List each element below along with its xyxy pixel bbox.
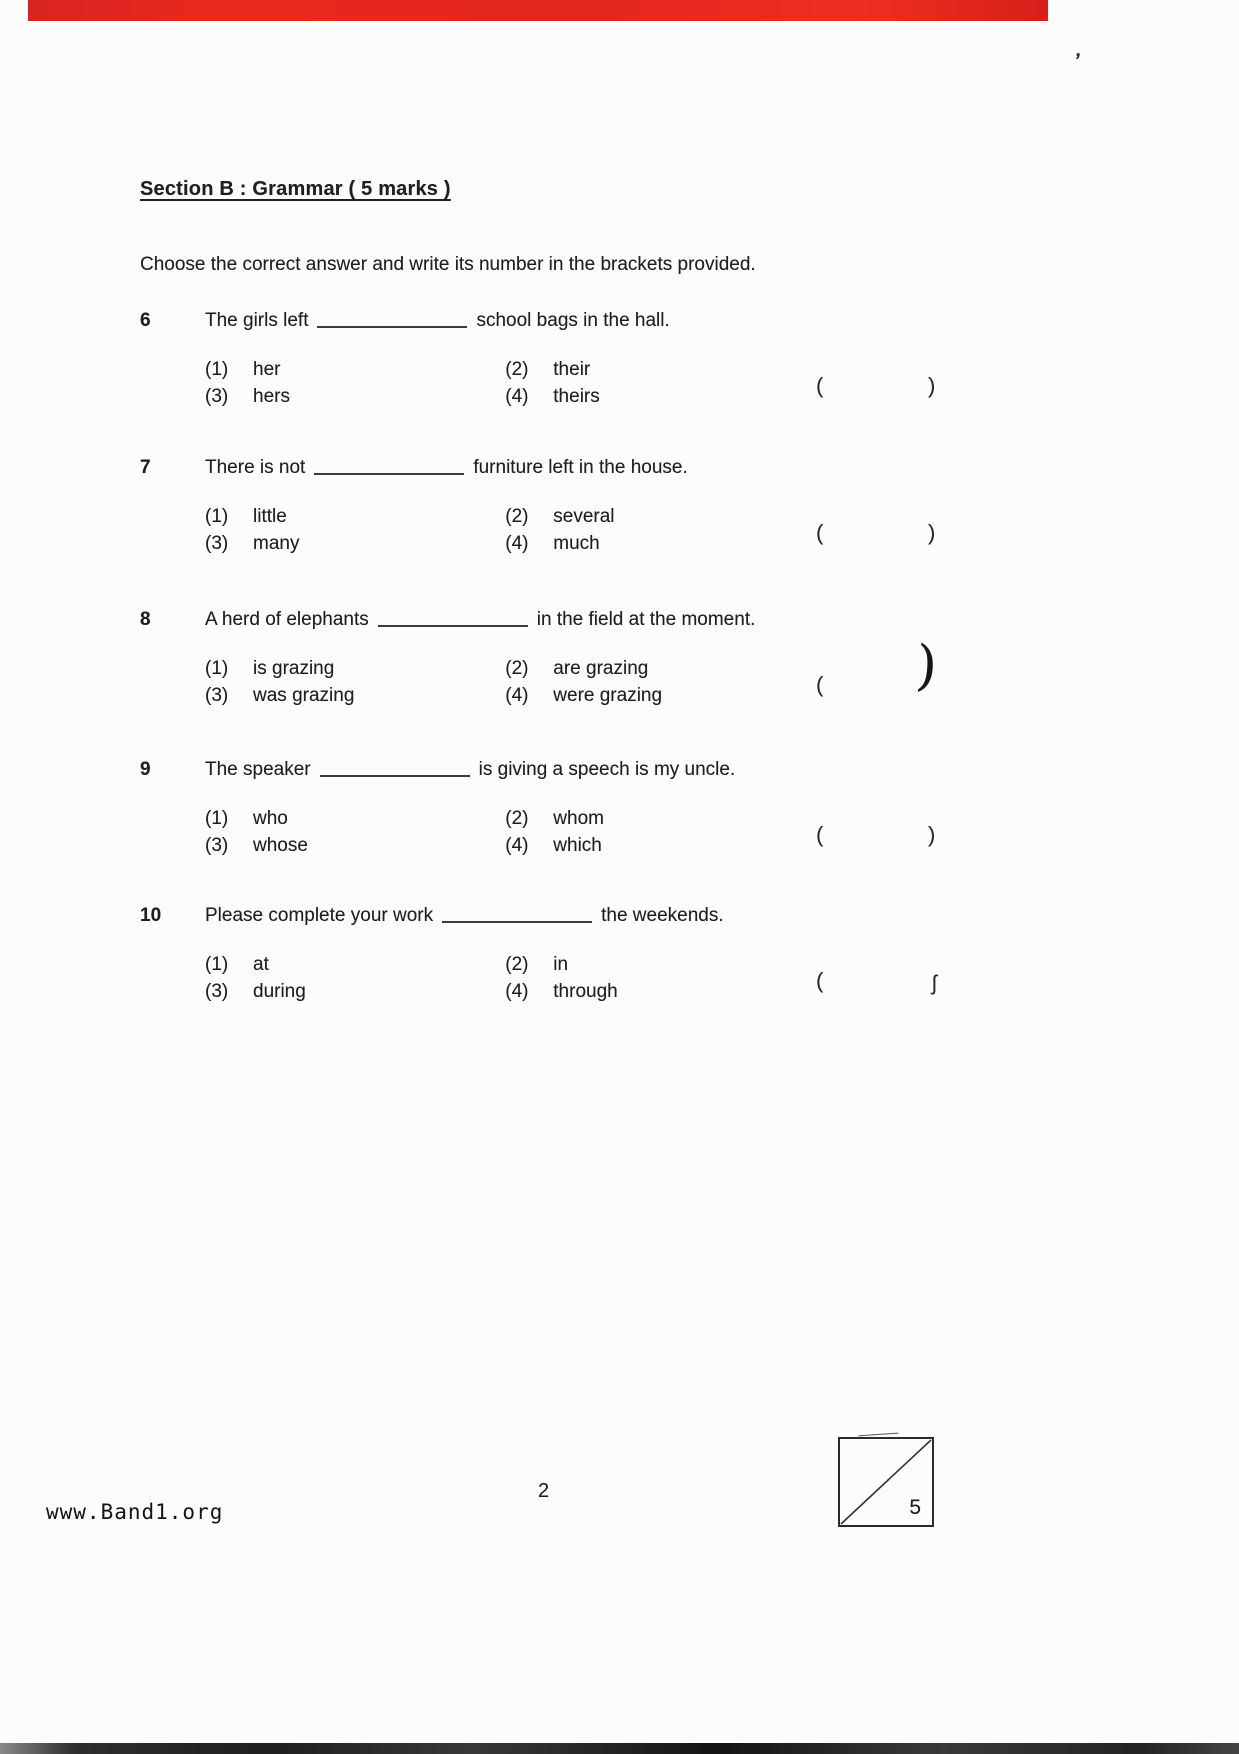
question-number: 7 (140, 457, 151, 478)
option-number: (2) (505, 658, 529, 679)
section-title: Section B : Grammar ( 5 marks ) (140, 178, 451, 200)
question-sentence (205, 604, 755, 633)
option (505, 383, 599, 410)
option-number: (3) (205, 981, 229, 1002)
option (205, 383, 500, 410)
option (205, 978, 500, 1005)
option-number: (4) (505, 386, 529, 407)
option-label: was grazing (253, 685, 355, 706)
sentence-before-blank: A herd of elephants (205, 609, 369, 630)
answer-bracket-close: ) (928, 373, 936, 398)
option-label: hers (253, 386, 290, 407)
option (505, 978, 617, 1005)
question-sentence (205, 452, 688, 481)
sentence-after-blank: school bags in the hall. (476, 310, 670, 331)
scan-top-right-mark: ’ (1071, 49, 1082, 73)
option-number: (3) (205, 386, 229, 407)
sentence-after-blank: is giving a speech is my uncle. (478, 759, 736, 780)
answer-bracket-open: ( (816, 968, 824, 993)
option-number: (3) (205, 835, 229, 856)
sentence-before-blank: There is not (205, 457, 306, 478)
answer-blank (317, 307, 467, 328)
option-label: little (253, 506, 287, 527)
option (505, 503, 614, 530)
scan-tick-mark (858, 1423, 899, 1437)
option-label: were grazing (553, 685, 663, 706)
answer-bracket-close: ) (928, 822, 936, 847)
option (205, 682, 500, 709)
answer-bracket-close: ) (928, 520, 936, 545)
option-label: during (253, 981, 306, 1002)
question-7 (140, 452, 1020, 572)
options-block (205, 503, 1020, 557)
options-block (205, 655, 1020, 709)
option (505, 805, 604, 832)
marks-box-value: 5 (909, 1496, 921, 1519)
option-label: theirs (553, 386, 600, 407)
instruction-text: Choose the correct answer and write its number in the brackets provided. (140, 254, 756, 275)
option-number: (4) (505, 533, 529, 554)
answer-bracket-open: ( (816, 672, 824, 697)
question-number: 9 (140, 759, 151, 780)
option (505, 655, 648, 682)
scan-top-red-bar (28, 0, 1048, 21)
option-number: (2) (505, 808, 529, 829)
option-label: which (553, 835, 602, 856)
sentence-after-blank: the weekends. (601, 905, 724, 926)
question-10 (140, 900, 1020, 1020)
option-number: (1) (205, 808, 229, 829)
option (505, 951, 568, 978)
website-url: www.Band1.org (46, 1500, 224, 1524)
options-block (205, 356, 1020, 410)
option-number: (2) (505, 506, 529, 527)
option (505, 356, 590, 383)
sentence-after-blank: in the field at the moment. (536, 609, 756, 630)
question-6 (140, 305, 1020, 425)
option-label: whom (553, 808, 604, 829)
option-label: her (253, 359, 281, 380)
option-label: whose (253, 835, 308, 856)
option-number: (2) (505, 954, 529, 975)
sentence-before-blank: Please complete your work (205, 905, 434, 926)
option (505, 530, 599, 557)
options-block (205, 805, 1020, 859)
option-number: (2) (505, 359, 529, 380)
option (205, 530, 500, 557)
option-number: (1) (205, 954, 229, 975)
option-number: (4) (505, 981, 529, 1002)
answer-bracket-open: ( (816, 520, 824, 545)
question-sentence (205, 900, 724, 929)
option (205, 655, 500, 682)
option-number: (3) (205, 533, 229, 554)
option (205, 356, 500, 383)
answer-bracket-close: ʃ (932, 972, 937, 995)
option-label: much (553, 533, 600, 554)
marks-box (838, 1437, 934, 1527)
sentence-before-blank: The speaker (205, 759, 311, 780)
option (205, 832, 500, 859)
answer-blank (378, 606, 528, 627)
option-number: (4) (505, 685, 529, 706)
answer-blank (442, 902, 592, 923)
sentence-after-blank: furniture left in the house. (473, 457, 688, 478)
option-label: many (253, 533, 300, 554)
answer-bracket-open: ( (816, 373, 824, 398)
answer-blank (320, 756, 470, 777)
question-8 (140, 604, 1020, 724)
option-number: (3) (205, 685, 229, 706)
option-label: is grazing (253, 658, 335, 679)
answer-blank (314, 454, 464, 475)
option-label: through (553, 981, 618, 1002)
option (205, 951, 500, 978)
question-number: 8 (140, 609, 151, 630)
option-number: (4) (505, 835, 529, 856)
scan-bottom-bar (0, 1743, 1239, 1754)
answer-bracket-open: ( (816, 822, 824, 847)
option (505, 682, 662, 709)
option (205, 805, 500, 832)
options-block (205, 951, 1020, 1005)
option (505, 832, 602, 859)
option-label: who (253, 808, 288, 829)
sentence-before-blank: The girls left (205, 310, 309, 331)
option (205, 503, 500, 530)
option-number: (1) (205, 359, 229, 380)
page-number: 2 (538, 1480, 550, 1502)
question-number: 6 (140, 310, 151, 331)
option-label: are grazing (553, 658, 649, 679)
option-label: several (553, 506, 615, 527)
option-number: (1) (205, 658, 229, 679)
option-label: at (253, 954, 269, 975)
option-number: (1) (205, 506, 229, 527)
question-sentence (205, 305, 670, 334)
option-label: their (553, 359, 591, 380)
question-number: 10 (140, 905, 162, 926)
handwritten-bracket-mark: ) (913, 633, 940, 698)
question-9 (140, 754, 1020, 874)
option-label: in (553, 954, 569, 975)
question-sentence (205, 754, 735, 783)
